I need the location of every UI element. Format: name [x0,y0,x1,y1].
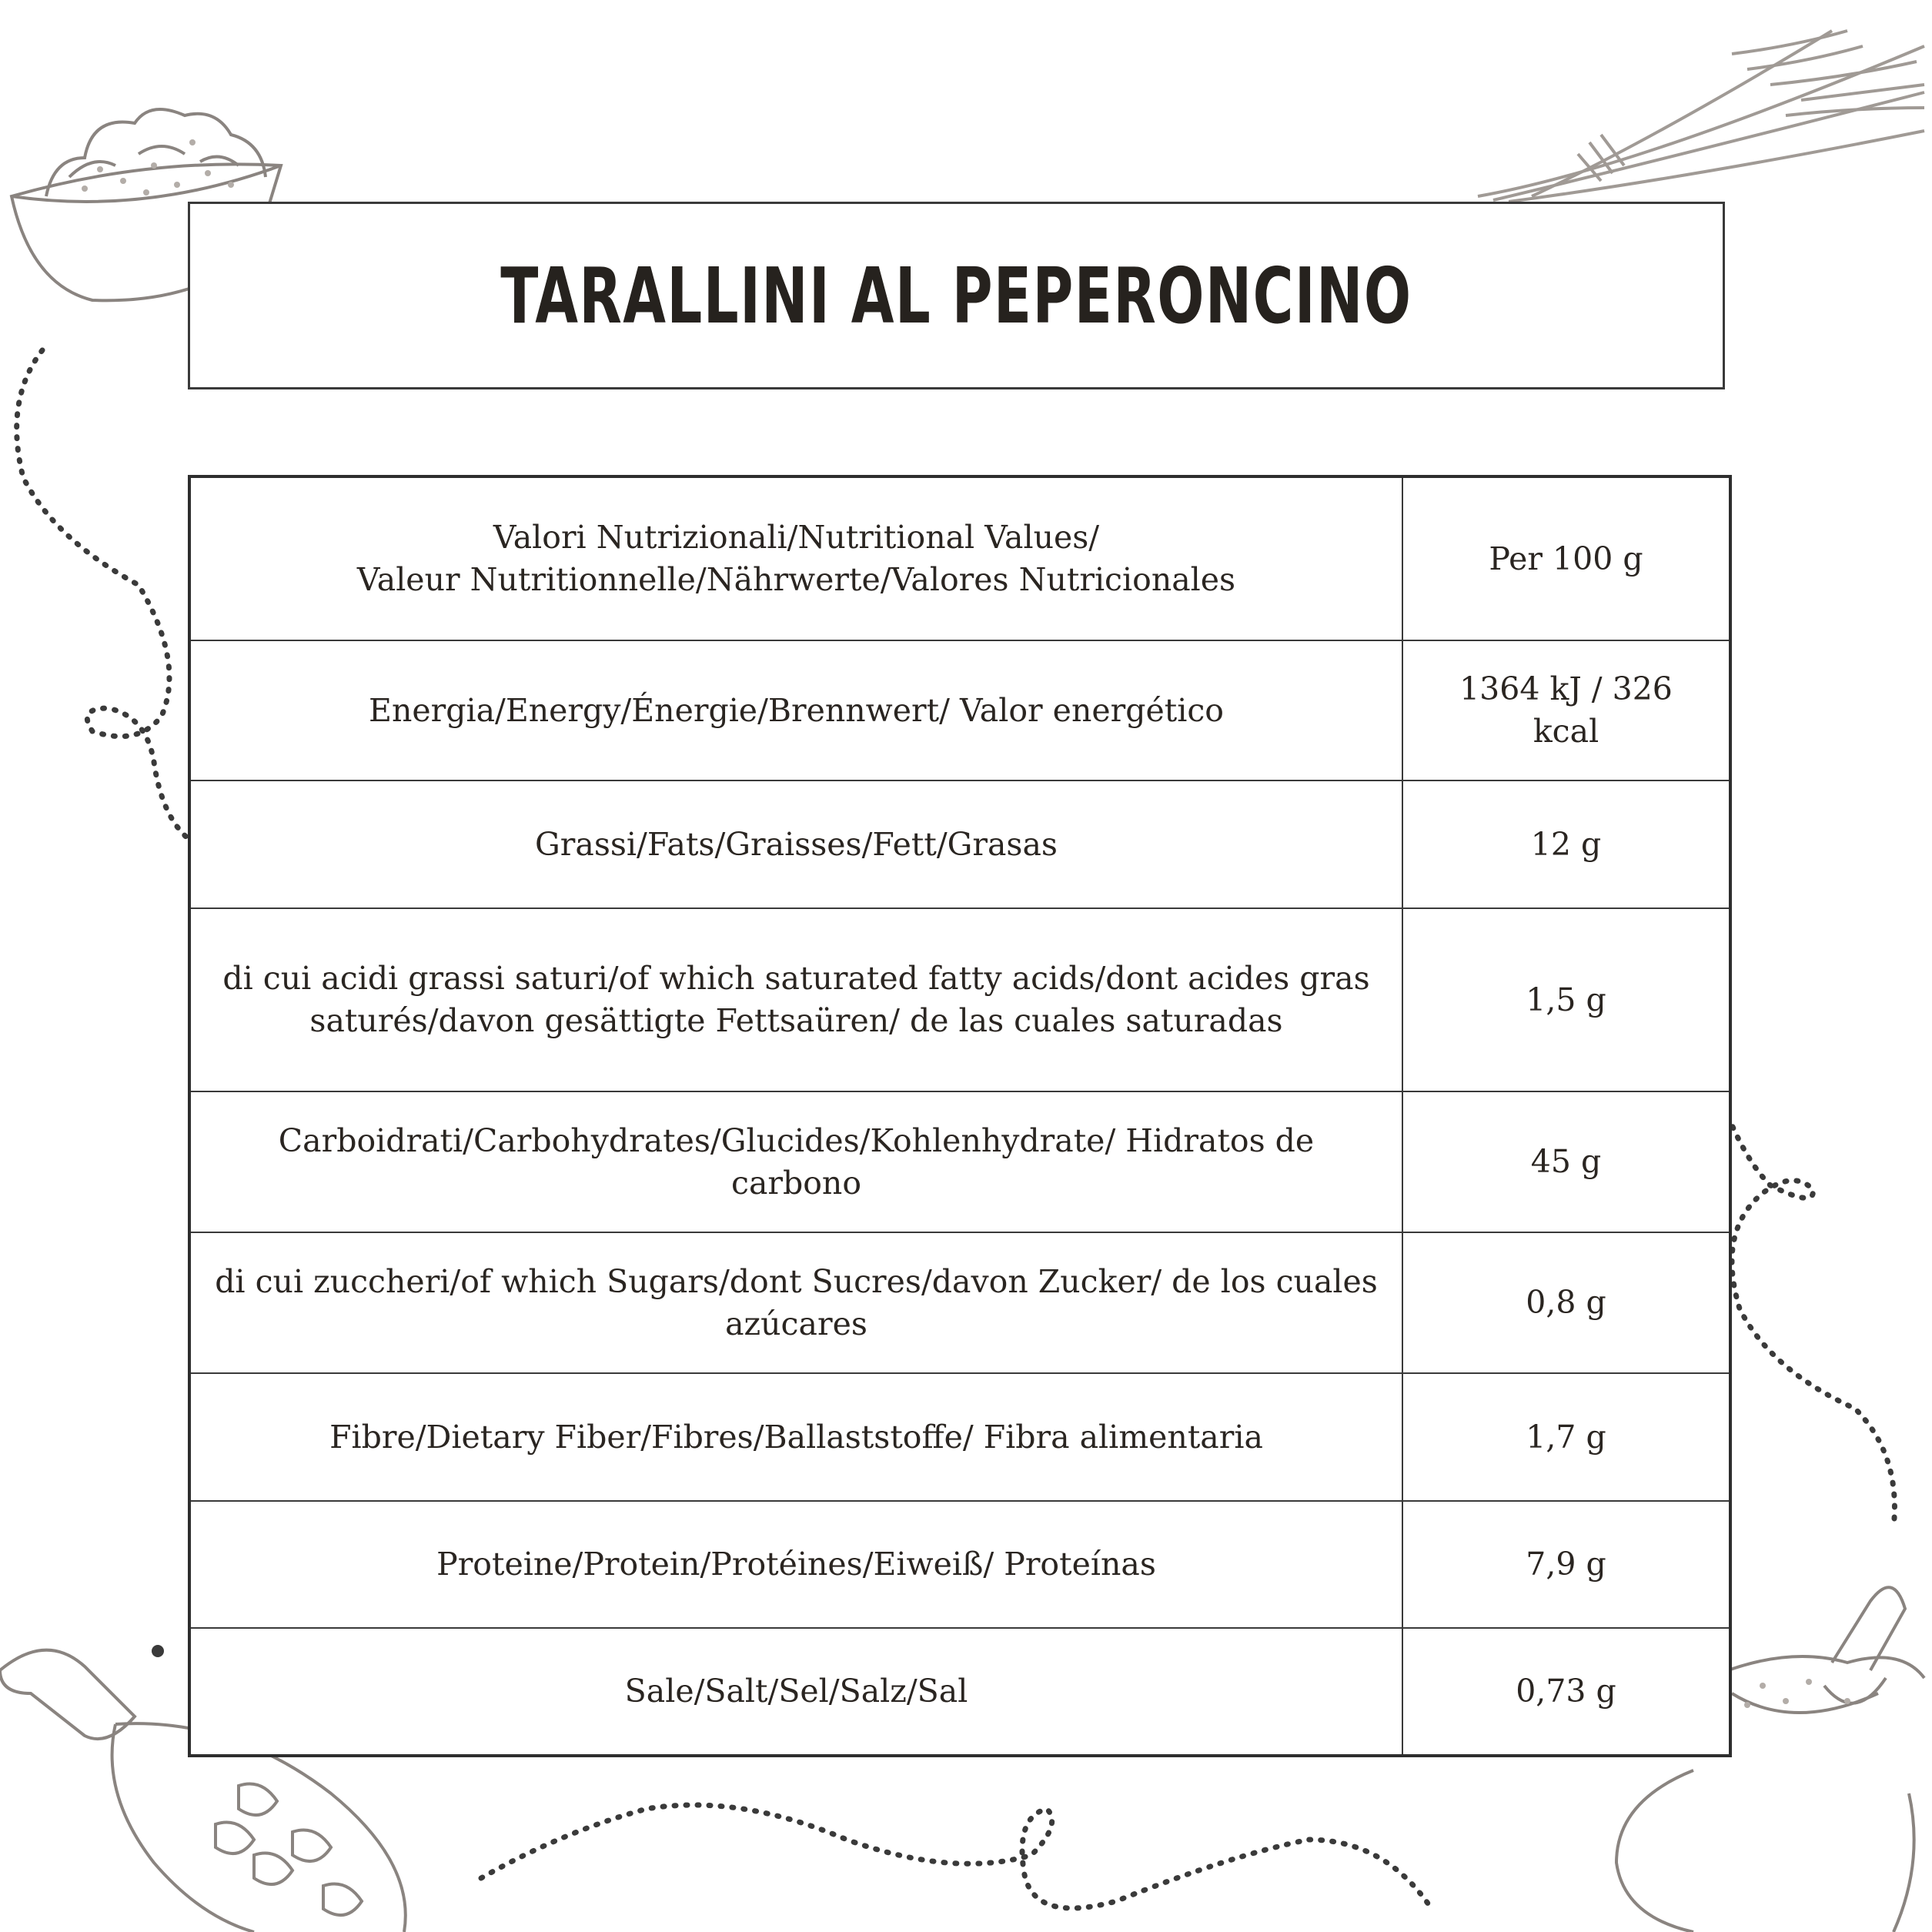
row-value-carbohydrates: 45 g [1402,1091,1730,1232]
row-value-salt: 0,73 g [1402,1628,1730,1756]
row-label-energy: Energia/Energy/Énergie/Brennwert/ Valor energético [189,640,1402,780]
header-value-cell: Per 100 g [1402,476,1730,640]
product-title: TARALLINI AL PEPERONCINO [500,250,1412,341]
row-value-saturated: 1,5 g [1402,908,1730,1091]
table-header-row [189,476,1730,640]
row-label-sugars: di cui zuccheri/of which Sugars/dont Sucres/davon Zucker/ de los cuales azúcares [189,1232,1402,1373]
row-value-protein: 7,9 g [1402,1501,1730,1628]
row-value-energy: 1364 kJ / 326 kcal [1402,640,1730,780]
row-value-fats: 12 g [1402,780,1730,908]
table-row [189,1373,1730,1501]
row-label-fats: Grassi/Fats/Graisses/Fett/Grasas [189,780,1402,908]
row-label-carbohydrates: Carboidrati/Carbohydrates/Glucides/Kohlenhydrate/ Hidratos de carbono [189,1091,1402,1232]
wheat-bundle-illustration [1478,31,1924,202]
table-row [189,1501,1730,1628]
row-value-fibre: 1,7 g [1402,1373,1730,1501]
row-value-sugars: 0,8 g [1402,1232,1730,1373]
dotted-swirl-left [17,350,189,839]
row-label-protein: Proteine/Protein/Protéines/Eiweiß/ Proteínas [189,1501,1402,1628]
row-label-saturated: di cui acidi grassi saturi/of which saturated fatty acids/dont acides gras saturés/davon gesättigte Fettsaüren/ de las cuales saturadas [189,908,1402,1091]
header-label-line1: Valori Nutrizionali/Nutritional Values/ [493,519,1100,556]
table-row [189,1628,1730,1756]
row-label-fibre: Fibre/Dietary Fiber/Fibres/Ballaststoffe/ Fibra alimentaria [189,1373,1402,1501]
row-label-salt: Sale/Salt/Sel/Salz/Sal [189,1628,1402,1756]
dotted-swirl-bottom [481,1805,1432,1909]
table-row [189,780,1730,908]
dotted-swirl-right [1728,1116,1894,1528]
table-row [189,1232,1730,1373]
header-label-cell [189,476,1402,640]
header-label-line2: Valeur Nutritionnelle/Nährwerte/Valores Nutricionales [356,561,1236,598]
table-row [189,1091,1730,1232]
nutrition-table [188,475,1732,1757]
table-row [189,640,1730,780]
title-box [188,202,1725,389]
table-row [189,908,1730,1091]
